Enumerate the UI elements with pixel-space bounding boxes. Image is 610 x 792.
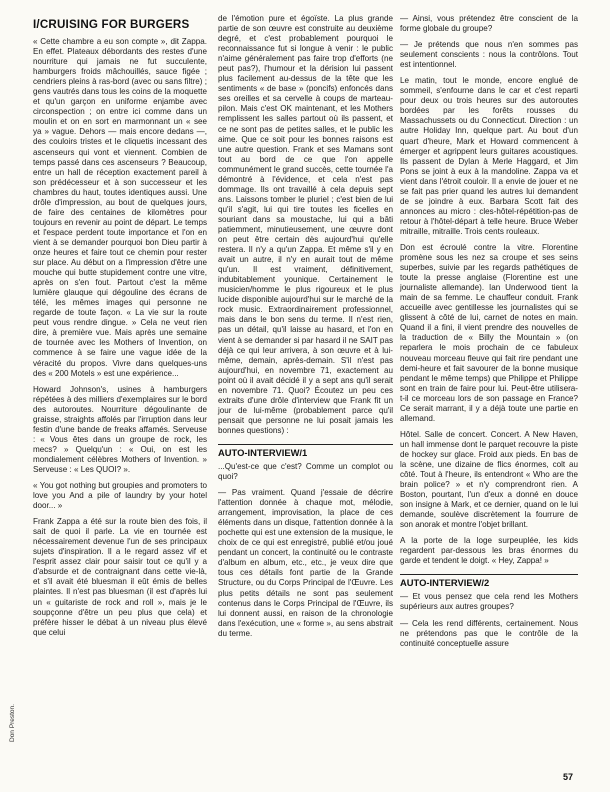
column-3	[400, 14, 578, 649]
column-1	[33, 14, 207, 638]
song-lyrics-quote: « You got nothing but groupies and promoters to love you And a pile of laundry by your hotel door... »	[33, 481, 207, 511]
page-number: 57	[563, 772, 574, 782]
column-2	[218, 14, 393, 639]
paragraph: A la porte de la loge surpeuplée, les kids regardent par-dessous les bras énormes du garde et tendent le doigt. « Hey, Zappa! »	[400, 536, 578, 566]
article-title: I/CRUISING FOR BURGERS	[33, 18, 190, 31]
section-heading: AUTO-INTERVIEW/1	[218, 444, 393, 459]
interview-answer: — Pas vraiment. Quand j'essaie de décrire l'attention donnée à chaque mot, mélodie, arrangement, improvisation, la place de ces éléments dans un disque, l'attention donnée à la pochette qui est une extension de la musique, le choix de ce qui est enregistré, publié et/ou joué pendant un concert, la continuité ou le contraste d'album en album, etc., etc., je veux dire que tous ces détails font partie de la Grande Structure, ou du Corps Principal de l'Œuvre. Les plus petits détails ne sont pas seulement contenus dans le Corps Principal de l'Œuvre, ils lui donnent aussi, en raison de la chronologie dans l'exécution, une « forme », au sens abstrait du terme.	[218, 488, 393, 638]
interview-answer: — Je prétends que nous n'en sommes pas seulement conscients : nous la contrôlons. Tout est intentionnel.	[400, 40, 578, 70]
interview-question: ...Qu'est-ce que c'est? Comme un complot ou quoi?	[218, 461, 393, 482]
paragraph: « Cette chambre a eu son compte », dit Zappa. En effet. Plateaux débordants des restes d'une nourriture qui jamais ne fut succulente, hamburgers froids mâchouillés, sauce figée ; cendriers pleins à ras-bord (avec ou sans filtre) ; gens vautrés dans tous les coins de la moquette et qu'un garçon en uniforme enjambe avec circonspection ; on entre ici comme dans un moulin et on en sort en marmonnant un « see ya » vague. Dehors — mais encore dedans —, des couloirs tristes et le cliquetis incessant des ascenseurs qui vont et viennent. Combien de temps passé dans ces ascenseurs ? Beaucoup, entre un hall de réception exactement pareil à son prédécesseur et à son successeur et les chambres du haut, toutes identiques aussi. Une drôle d'impression, au bout de quelques jours, de faire des centaines de kilomètres pour toujours en revenir au point de départ. Le temps et l'espace perdent toute importance et l'on en vient à se demander pourquoi bon Dieu partir à onze heures et faire tout ce chemin pour rester sur place. Au début on a l'impression d'être une mouche qui butte stupidement contre une vitre, après on s'en fout. Partout c'est la même lumière glauque qui dégouline des écrans de télé, les mêmes images qui personne ne regarde de toute façon. « La vie sur la route peut vous rendre dingue. » Cela ne veut rien dire, à première vue. Mais après une semaine de tournée avec les Mothers of Invention, on commence à se faire une vague idée de la véracité du propos. Vivre dans quelques-uns des « 200 Motels » est une expérience...	[33, 37, 207, 378]
interview-question: — Ainsi, vous prétendez être conscient de la forme globale du groupe?	[400, 14, 578, 34]
paragraph: Howard Johnson's, usines à hamburgers répétées à des milliers d'exemplaires sur le bord des autoroutes. Nourriture dégoulinante de graisse, straights affolés par l'irruption dans leur festin d'une bande de freaks affamés. Serveuse : « Vous êtes dans un groupe de rock, les mecs? » Quelqu'un : « Oui, on est les mondialement célèbres Mothers of Invention. » Serveuse : « Les QUOI? ».	[33, 384, 207, 474]
interview-answer: — Cela les rend différents, certainement. Nous ne prétendons pas que le contrôle de la continuité conceptuelle assure	[400, 618, 578, 648]
interview-question: — Et vous pensez que cela rend les Mothers supérieurs aux autres groupes?	[400, 592, 578, 612]
photo-credit: Don Preston.	[9, 704, 16, 742]
paragraph: Hôtel. Salle de concert. Concert. A New Haven, un hall immense dont le parquet recouvre la piste de hockey sur glace. Froid aux pieds. En bas de la scène, une dizaine de flics énormes, colt au côté. Tout à l'heure, ils entendront « Who are the brain police? » et n'y comprendront rien. A Boston, pourtant, l'un d'eux a donné en douce son insigne à Mark, et ce dernier, quand on le lui demande, soulève discrètement la fourrure de son anorak et montre l'objet brillant.	[400, 429, 578, 530]
paragraph: Frank Zappa a été sur la route bien des fois, il sait de quoi il parle. La vie en tournée est nécessairement devenue l'un de ses principaux sujets d'inspiration. Il a le regard assez vif et l'esprit assez clair pour saisir tout ce qu'il y a d'absurde et de contraignant dans cette vie-là, et s'il avait été bluesman il eût émis de belles plaintes. Il n'est pas bluesman (il est d'après lui un « guitariste de rock and roll », mais je le soupçonne d'être un peu plus que cela) et préfère hisser le débat à un niveau plus élevé que celui	[33, 517, 207, 637]
paragraph: de l'émotion pure et égoïste. La plus grande partie de son œuvre est construite au deuxième degré, et c'est probablement pourquoi le reconnaissance fut si longue à venir : le public n'aime généralement pas faire trop d'efforts (ne peut pas?), l'humour et la dérision lui passent plus facilement au-dessus de la tête que les sentiments « de base » (poncifs) enfoncés dans ses oreilles et sa cervelle à coups de marteau-pilon. Mais c'est OK maintenant, et les Mothers remplissent les salles partout où ils passent, et ce ne sont pas de petites salles, et le public les aime. Que ce soit pour les bonnes raisons est une autre question. Frank et ses Mamans sont tout au bord de ce que l'on appelle communément le grand succès, cette tournée l'a démontré à l'évidence, et cela n'est pas dommage. Ils ont travaillé à cela depuis sept ans. Laissons tomber le pluriel ; c'est bien de lui qu'il s'agit, lui qui tire toutes les ficelles en souriant dans sa moustache, lui qui a bâti patiemment, minutieusement, une œuvre dont on peut être certain dès aujourd'hui qu'elle restera. Il n'y a qu'un Zappa. Et même s'il y en avait un autre, il n'y en aurait tout de même qu'un. Il est vraiment, définitivement, indubitablement younique. Certainement le musicien/homme le plus rigoureux et le plus lucide disponible aujourd'hui sur le marché de la rock music. Extraordinairement professionnel, mais dans le bon sens du terme. Il n'est rien, pas un détail, qu'il laisse au hasard, et l'on en vient à se demander si par hasard il ne SAIT pas déjà ce qui leur arrivera, à son œuvre et à lui-même, demain, après-demain. S'il n'est pas aujourd'hui, en novembre 71, exactement au point où il avait décidé il y a sept ans qu'il serait en novembre 71. Quoi? Écoutez un peu ces extraits d'une drôle d'interview que Frank fit un jour de lui-même (probablement parce qu'il pensait que personne ne lui posait jamais les bonnes questions) :	[218, 14, 393, 435]
paragraph: Don est écroulé contre la vitre. Florentine promène sous les nez sa croupe et ses seins superbes, suivie par les regards pathétiques de toute la presse anglaise (Florentine est une journaliste allemande). Ian Underwood tient la main de sa femme. Le chauffeur conduit. Frank accueille avec gentillesse les journalistes qui se glissent à côté de lui, carnet de notes en main. Quand il a fini, il vient prendre des nouvelles de la traduction de « Billy the Mountain » (on reparlera le mois prochain de ce fabuleux nouveau morceau fleuve qui fait rire pendant une demi-heure et fait savourer de la bonne musique pendant le même temps) que Philippe et Philippe sont en train de faire pour lui. Peut-être utilisera-t-il ce morceau lors de son passage en France? Ce serait marrant, il y a déjà toute une partie en allemand.	[400, 242, 578, 423]
paragraph: Le matin, tout le monde, encore englué de sommeil, s'enfourne dans le car et c'est reparti pour deux ou trois heures sur des autoroutes bordées par les forêts rousses du Massachussets ou du Connecticut. Direction : un autre Holiday Inn, quelque part. Au bout d'un quart d'heure, Mark et Howard commencent à émerger et agrippent leurs guitares acoustiques. Ils passent de Dylan à Merle Haggard, et Jim Pons se joint à eux à la mandoline. Zappa va et vient dans l'étroit couloir. Il a envie de jouer et ne se fait pas prier quand les autres lui demandent de se joindre à eux. Barbara Scott fait des annonces au micro : cles-hôtel-répétition-pas de retour à l'hôtel-départ à telle heure. Bruce Weber mitraille, mitraille. Trois cents rouleaux.	[400, 76, 578, 236]
section-heading: AUTO-INTERVIEW/2	[400, 574, 578, 589]
